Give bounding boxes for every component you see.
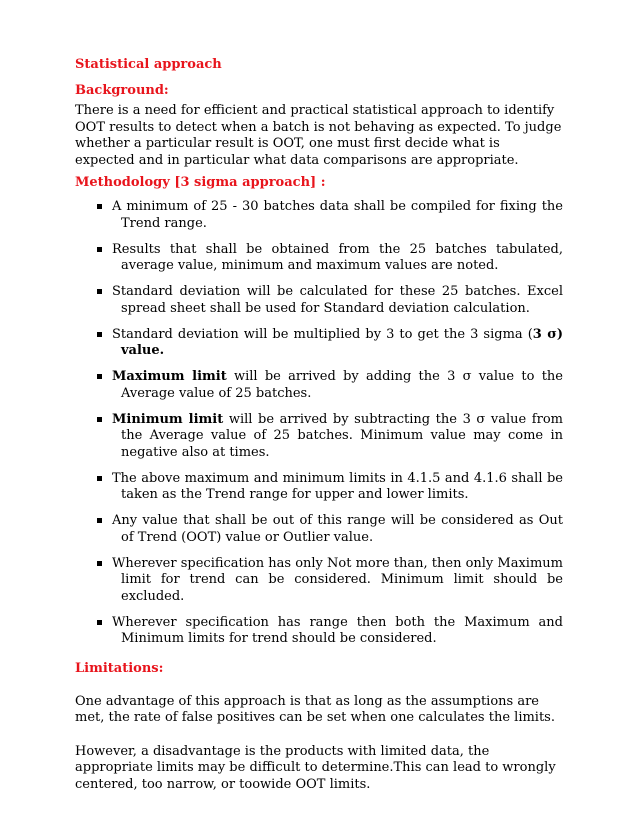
list-item-text: A minimum of 25 - 30 batches data shall be compiled for fixing the Trend range. bbox=[112, 199, 563, 231]
square-bullet-icon bbox=[97, 374, 102, 379]
list-item bbox=[75, 242, 563, 275]
bold-text: 3 σ) value. bbox=[121, 326, 563, 358]
list-item bbox=[75, 513, 563, 546]
limitations-paragraph-2: However, a disadvantage is the products with limited data, the appropriate limits may be difficult to determine.This can lead to wrongly centered, too narrow, or toowide OOT limits. bbox=[75, 743, 556, 792]
list-item bbox=[75, 471, 563, 504]
list-item-text: Standard deviation will be multiplied by 3 to get the 3 sigma (3 σ) value. bbox=[112, 326, 563, 358]
list-item-text: Minimum limit will be arrived by subtracting the 3 σ value from the Average value of 25 batches. Minimum value may come in negative also at times. bbox=[112, 411, 563, 460]
list-item bbox=[75, 284, 563, 317]
limitations-heading: Limitations: bbox=[75, 660, 164, 676]
square-bullet-icon bbox=[97, 417, 102, 422]
background-heading: Background: bbox=[75, 83, 169, 98]
section-title: Statistical approach bbox=[75, 57, 222, 72]
list-item-text: Any value that shall be out of this range will be considered as Out of Trend (OOT) value or Outlier value. bbox=[112, 513, 563, 545]
background-paragraph: There is a need for efficient and practical statistical approach to identify OOT results to detect when a batch is not behaving as expected. To judge whether a particular result is OOT, one must first decide what is expected and in particular what data comparisons are appropriate. bbox=[75, 103, 562, 168]
list-item bbox=[75, 199, 563, 232]
list-item-text: Results that shall be obtained from the 25 batches tabulated, average value, minimum and maximum values are noted. bbox=[112, 241, 563, 273]
list-item bbox=[75, 556, 563, 606]
list-item-text: Wherever specification has only Not more than, then only Maximum limit for trend can be considered. Minimum limit should be excluded. bbox=[112, 555, 563, 604]
list-item bbox=[75, 615, 563, 648]
document-page bbox=[75, 50, 563, 793]
square-bullet-icon bbox=[97, 561, 102, 566]
square-bullet-icon bbox=[97, 476, 102, 481]
methodology-heading: Methodology [3 sigma approach] : bbox=[75, 175, 326, 190]
limitations-paragraph-1: One advantage of this approach is that as long as the assumptions are met, the rate of false positives can be set when one calculates the limits. bbox=[75, 693, 555, 725]
square-bullet-icon bbox=[97, 247, 102, 252]
list-item bbox=[75, 412, 563, 462]
list-item-text: Maximum limit will be arrived by adding the 3 σ value to the Average value of 25 batches. bbox=[112, 369, 563, 401]
list-item-text: Standard deviation will be calculated for these 25 batches. Excel spread sheet shall be used for Standard deviation calculation. bbox=[112, 284, 563, 316]
square-bullet-icon bbox=[97, 332, 102, 337]
square-bullet-icon bbox=[97, 518, 102, 523]
methodology-list bbox=[75, 199, 563, 648]
square-bullet-icon bbox=[97, 620, 102, 625]
list-item bbox=[75, 369, 563, 402]
list-item-text: The above maximum and minimum limits in 4.1.5 and 4.1.6 shall be taken as the Trend range for upper and lower limits. bbox=[112, 470, 563, 502]
list-item bbox=[75, 327, 563, 360]
bold-text: Minimum limit bbox=[112, 411, 224, 427]
bold-text: Maximum limit bbox=[112, 369, 227, 384]
square-bullet-icon bbox=[97, 204, 102, 209]
square-bullet-icon bbox=[97, 289, 102, 294]
list-item-text: Wherever specification has range then both the Maximum and Minimum limits for trend should be considered. bbox=[112, 614, 563, 646]
